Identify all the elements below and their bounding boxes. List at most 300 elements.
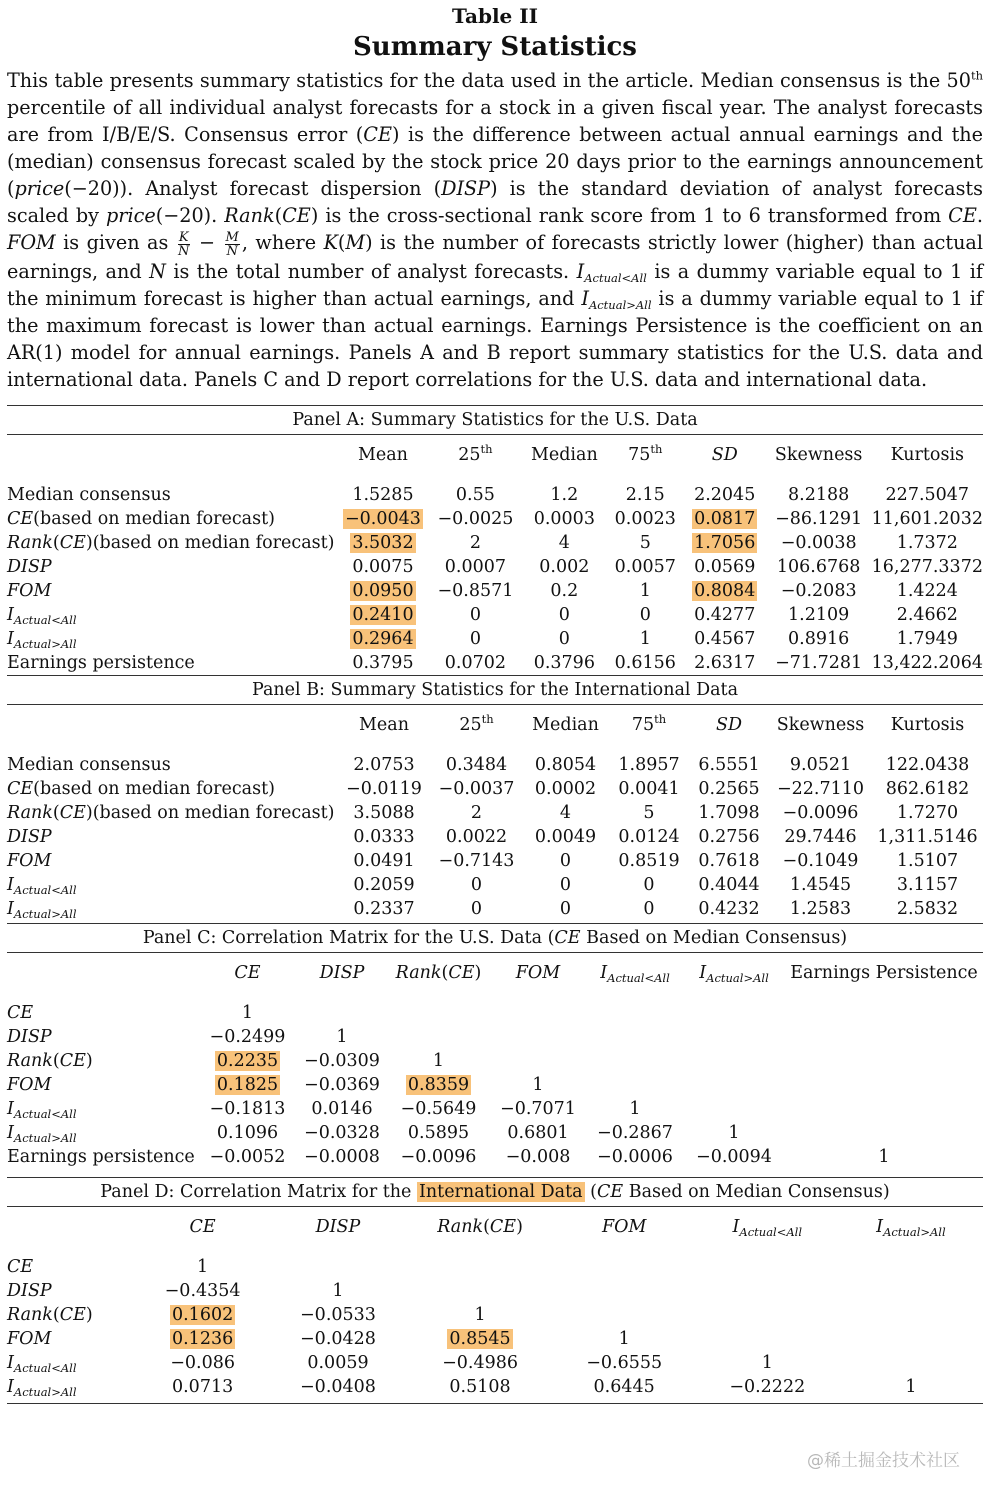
table-cell: −71.7281 <box>775 652 863 673</box>
panel-d-table <box>7 1207 983 1399</box>
table-cell: −0.2867 <box>597 1122 673 1143</box>
table-cell: 0.4277 <box>694 604 756 625</box>
table-row <box>7 555 983 579</box>
table-cell <box>388 1073 489 1097</box>
table-row <box>7 897 983 921</box>
table-cell: 2.5832 <box>896 898 959 919</box>
table-cell: 1 <box>432 1050 445 1071</box>
highlighted-value: 1.7056 <box>694 532 756 553</box>
highlighted-value: 0.1825 <box>216 1074 279 1095</box>
table-row <box>7 651 983 675</box>
table-cell: −0.0096 <box>400 1146 477 1167</box>
table-cell: 0 <box>470 898 483 919</box>
table-cell <box>337 603 429 627</box>
table-cell: −0.0533 <box>300 1304 376 1325</box>
highlighted-value: 0.8359 <box>407 1074 470 1095</box>
table-cell: 1.2109 <box>788 604 850 625</box>
row-label: $I_{Actual>All}$ <box>7 628 77 651</box>
table-cell: −0.8571 <box>437 580 514 601</box>
row-label: Earnings persistence <box>7 652 195 673</box>
table-cell: 122.0438 <box>885 754 970 775</box>
table-cell <box>839 1327 983 1351</box>
header-ce: CE <box>189 1216 216 1237</box>
table-cell: 29.7446 <box>784 826 857 847</box>
table-cell: 0 <box>643 898 655 919</box>
table-cell: 0.0023 <box>614 508 676 529</box>
header-earnings-persistence: Earnings Persistence <box>790 962 978 983</box>
header-i-actual-lt-all: $I_{Actual<All}$ <box>732 1216 803 1239</box>
table-cell: 9.0521 <box>789 754 852 775</box>
panel-a-header-row <box>7 435 983 475</box>
table-cell: 1 <box>639 580 651 601</box>
row-label: Median consensus <box>7 754 171 775</box>
table-cell: 0.55 <box>455 484 495 505</box>
table-cell: 2.2045 <box>694 484 756 505</box>
table-cell <box>137 1303 269 1327</box>
table-cell: 0 <box>558 604 570 625</box>
table-cell: 3.5088 <box>353 802 415 823</box>
table-cell <box>407 1327 552 1351</box>
header-median: Median <box>532 714 599 735</box>
header-fom: FOM <box>601 1216 647 1237</box>
table-cell: −0.086 <box>170 1352 235 1373</box>
highlighted-value: 0.2235 <box>216 1050 279 1071</box>
row-label: $I_{Actual<All}$ <box>7 1098 77 1121</box>
table-cell: −0.2222 <box>729 1376 806 1397</box>
header-sd: SD <box>715 714 743 735</box>
table-cell: 0.7618 <box>698 850 760 871</box>
table-row <box>7 1001 983 1025</box>
table-cell: 4 <box>559 802 572 823</box>
table-cell: 13,422.2064 <box>871 652 983 673</box>
panel-b-body <box>7 753 983 921</box>
table-cell: 0.4567 <box>694 628 756 649</box>
row-label: DISP <box>7 1280 52 1301</box>
table-cell: 862.6182 <box>885 778 970 799</box>
panel-a-table <box>7 435 983 675</box>
highlighted-value: 0.0950 <box>352 580 414 601</box>
row-label: FOM <box>7 850 52 871</box>
table-cell: 2 <box>470 802 483 823</box>
table-row <box>7 849 983 873</box>
table-cell <box>388 1025 489 1049</box>
table-cell <box>337 531 429 555</box>
highlighted-value: 0.2410 <box>352 604 414 625</box>
highlighted-value: 0.8545 <box>449 1328 511 1349</box>
highlighted-value: 0.0817 <box>694 508 756 529</box>
row-label: DISP <box>7 556 52 577</box>
table-cell: 1.8957 <box>618 754 680 775</box>
panel-b-title: Panel B: Summary Statistics for the International Data <box>251 679 739 700</box>
table-cell: −0.4986 <box>442 1352 518 1373</box>
paper-page <box>7 0 983 1404</box>
panel-d-title: Panel D: Correlation Matrix for the International Data (CE Based on Median Consensus) <box>100 1181 890 1202</box>
header-i-actual-gt-all: $I_{Actual>All}$ <box>699 962 769 985</box>
table-cell: −0.0006 <box>597 1146 673 1167</box>
table-cell: 0 <box>469 628 481 649</box>
table-cell: −0.0037 <box>438 778 515 799</box>
table-cell: −0.1049 <box>782 850 859 871</box>
table-cell: 106.6768 <box>776 556 861 577</box>
table-number: Table II <box>452 4 538 28</box>
row-label: Median consensus <box>7 484 171 505</box>
table-cell: 0.0491 <box>353 850 415 871</box>
table-cell: 0.002 <box>539 556 590 577</box>
table-cell: 0 <box>559 850 572 871</box>
header-disp: DISP <box>319 962 365 983</box>
table-cell: 0.0075 <box>352 556 414 577</box>
header-25th: 25th <box>458 441 493 465</box>
table-cell: 1 <box>761 1352 773 1373</box>
table-cell: 0.0057 <box>614 556 676 577</box>
table-cell: −0.0309 <box>304 1050 380 1071</box>
header-75th: 75th <box>631 711 667 735</box>
row-label: CE <box>7 1256 34 1277</box>
table-cell <box>839 1279 983 1303</box>
header-skewness: Skewness <box>776 714 865 735</box>
table-cell: 0.0569 <box>694 556 756 577</box>
table-cell: −0.0094 <box>696 1146 772 1167</box>
table-cell <box>683 1097 785 1121</box>
header-kurtosis: Kurtosis <box>890 444 965 465</box>
table-cell: −0.0008 <box>304 1146 380 1167</box>
table-cell: 4 <box>558 532 570 553</box>
table-cell <box>489 1001 587 1025</box>
table-cell: 1 <box>905 1376 917 1397</box>
row-label: $I_{Actual<All}$ <box>7 604 77 627</box>
table-cell: 0 <box>469 604 481 625</box>
table-cell: 1 <box>639 628 651 649</box>
table-cell <box>683 1073 785 1097</box>
row-label: Rank(CE)(based on median forecast) <box>7 532 335 553</box>
table-cell: 0.5108 <box>449 1376 511 1397</box>
table-cell: 0 <box>470 874 483 895</box>
table-cell <box>337 627 429 651</box>
table-cell: 2.4662 <box>896 604 958 625</box>
table-cell <box>199 1049 296 1073</box>
panel-c-body <box>7 1001 983 1169</box>
table-row <box>7 1121 983 1145</box>
table-cell: −0.0096 <box>782 802 859 823</box>
table-cell: 0.1096 <box>216 1122 279 1143</box>
table-row <box>7 1351 983 1375</box>
panel-c-title: Panel C: Correlation Matrix for the U.S. Data (CE Based on Median Consensus) <box>142 927 848 948</box>
row-label: Rank(CE)(based on median forecast) <box>7 802 335 823</box>
header-rank-ce: Rank(CE) <box>437 1216 523 1237</box>
header-75th: 75th <box>628 441 663 465</box>
table-cell <box>337 507 429 531</box>
table-cell: 0.2 <box>550 580 579 601</box>
table-cell: 0.4232 <box>698 898 760 919</box>
table-cell: 0.0702 <box>444 652 507 673</box>
table-cell: 0.0713 <box>171 1376 234 1397</box>
table-cell: 0.0022 <box>445 826 508 847</box>
table-cell: −0.6555 <box>586 1352 663 1373</box>
row-label: $I_{Actual>All}$ <box>7 898 77 921</box>
panel-b-table <box>7 705 983 921</box>
table-cell: 0.2059 <box>353 874 415 895</box>
table-cell: 0.0059 <box>307 1352 369 1373</box>
table-cell <box>839 1351 983 1375</box>
header-fom: FOM <box>515 962 561 983</box>
panel-a-body <box>7 483 983 675</box>
table-cell: 5 <box>643 802 655 823</box>
table-cell <box>199 1073 296 1097</box>
table-row <box>7 753 983 777</box>
table-row <box>7 531 983 555</box>
table-cell: 0.0002 <box>534 778 597 799</box>
table-cell <box>587 1001 683 1025</box>
table-cell: 0.0007 <box>444 556 507 577</box>
panel-d-header-row <box>7 1207 983 1247</box>
highlighted-value: 0.1236 <box>171 1328 234 1349</box>
fraction-m-over-n: $\frac{M}{N}$ <box>225 229 239 259</box>
table-row <box>7 1025 983 1049</box>
table-row <box>7 1375 983 1399</box>
table-cell: 1,311.5146 <box>877 826 978 847</box>
table-cell: −0.2499 <box>209 1026 286 1047</box>
row-label: Rank(CE) <box>7 1050 93 1071</box>
table-cell <box>785 1025 983 1049</box>
table-row <box>7 603 983 627</box>
header-disp: DISP <box>315 1216 361 1237</box>
table-title: Summary Statistics <box>353 32 637 62</box>
row-label: $I_{Actual>All}$ <box>7 1122 77 1145</box>
table-cell <box>785 1097 983 1121</box>
table-row <box>7 1327 983 1351</box>
table-cell: 0.8916 <box>788 628 850 649</box>
table-cell: −0.4354 <box>164 1280 241 1301</box>
table-cell <box>785 1001 983 1025</box>
highlighted-value: 0.1602 <box>171 1304 234 1325</box>
table-row <box>7 873 983 897</box>
row-label: $I_{Actual<All}$ <box>7 874 77 897</box>
table-caption: This table presents summary statistics for the data used in the article. Median consensus is the 50th percentile of all individual analyst forecasts for a stock in a given fiscal year. The analyst forecasts are from I/B/E/S. Consensus error (CE) is the difference between actual annual earnings and the (median) consensus forecast scaled by the stock price 20 days prior to the earnings announcement (price(−20)). Analyst forecast dispersion (DISP) is the standard deviation of analyst forecasts scaled by price(−20). Rank(CE) is the cross-sectional rank score from 1 to 6 transformed from CE. FOM is given as $\frac{K}{N}$ − $\frac{M}{N}$ , where K(M) is the number of forecasts strictly lower (higher) than actual earnings, and N is the total number of analyst forecasts. $I_{Actual<All}$ is a dummy variable equal to 1 if the minimum forecast is higher than actual earnings, and $I_{Actual>All}$ is a dummy variable equal to 1 if the maximum forecast is lower than actual earnings. Earnings Persistence is the coefficient on an AR(1) model for annual earnings. Panels A and B report summary statistics for the U.S. data and international data. Panels C and D report correlations for the U.S. data and international data. <box>7 68 984 391</box>
row-label: CE(based on median forecast) <box>7 778 275 799</box>
table-cell: 0.0124 <box>618 826 680 847</box>
table-cell <box>407 1255 552 1279</box>
table-cell <box>785 1049 983 1073</box>
table-cell <box>337 579 429 603</box>
header-i-actual-gt-all: $I_{Actual>All}$ <box>876 1216 946 1239</box>
table-cell: 2.0753 <box>353 754 415 775</box>
row-label: CE(based on median forecast) <box>7 508 275 529</box>
table-cell: 1.7949 <box>896 628 958 649</box>
row-label: Rank(CE) <box>7 1304 93 1325</box>
table-cell: 1 <box>532 1074 544 1095</box>
table-cell: 1 <box>728 1122 740 1143</box>
table-cell: 1 <box>241 1002 254 1023</box>
highlighted-value: 3.5032 <box>352 532 414 553</box>
table-cell <box>407 1279 552 1303</box>
table-row <box>7 1303 983 1327</box>
table-row <box>7 825 983 849</box>
table-row <box>7 579 983 603</box>
table-row <box>7 483 983 507</box>
table-cell: −86.1291 <box>775 508 863 529</box>
table-row <box>7 777 983 801</box>
header-mean: Mean <box>359 714 409 735</box>
table-cell: 0.2756 <box>698 826 760 847</box>
row-label: FOM <box>7 1328 52 1349</box>
table-cell <box>137 1327 269 1351</box>
table-cell: 1.2 <box>550 484 579 505</box>
table-cell <box>683 1001 785 1025</box>
table-cell: −0.7143 <box>438 850 515 871</box>
table-cell: 1.7270 <box>896 802 959 823</box>
table-cell: 1.2583 <box>789 898 852 919</box>
table-cell <box>683 1025 785 1049</box>
table-cell: −0.0408 <box>300 1376 376 1397</box>
table-cell: 1 <box>474 1304 486 1325</box>
table-cell <box>553 1255 696 1279</box>
table-cell <box>696 1279 839 1303</box>
table-row <box>7 1049 983 1073</box>
table-cell: 0.8519 <box>618 850 680 871</box>
header-25th: 25th <box>459 711 494 735</box>
table-cell: 0.0333 <box>353 826 415 847</box>
table-cell <box>587 1049 683 1073</box>
table-cell: 6.5551 <box>698 754 760 775</box>
table-row <box>7 627 983 651</box>
table-cell <box>684 507 766 531</box>
table-cell <box>268 1255 407 1279</box>
table-cell: 0 <box>559 898 572 919</box>
panel-b-header-row <box>7 705 983 745</box>
table-cell: 0.0003 <box>533 508 595 529</box>
table-cell: 2.6317 <box>694 652 756 673</box>
table-cell: 0.6801 <box>507 1122 569 1143</box>
table-cell: −0.0038 <box>780 532 857 553</box>
table-cell: −0.5649 <box>400 1098 477 1119</box>
table-cell: −0.0428 <box>300 1328 376 1349</box>
table-cell: 1.7372 <box>896 532 958 553</box>
table-cell: 0.2565 <box>698 778 760 799</box>
table-cell: 0.0049 <box>534 826 597 847</box>
table-cell: −0.0328 <box>304 1122 380 1143</box>
highlighted-international-data: International Data <box>418 1181 583 1202</box>
header-sd: SD <box>711 444 738 465</box>
table-cell: −22.7110 <box>776 778 865 799</box>
table-cell <box>388 1001 489 1025</box>
table-row <box>7 1279 983 1303</box>
table-cell: 1.7098 <box>698 802 760 823</box>
panel-d-body <box>7 1255 983 1399</box>
table-cell: 2 <box>469 532 481 553</box>
table-cell: −0.1813 <box>209 1098 286 1119</box>
table-cell: −0.0119 <box>346 778 422 799</box>
table-cell: −0.0369 <box>304 1074 380 1095</box>
highlighted-value: 0.8084 <box>694 580 756 601</box>
watermark: @稀土掘金技术社区 <box>807 1451 960 1471</box>
table-cell <box>684 579 766 603</box>
table-row <box>7 1097 983 1121</box>
row-label: Earnings persistence <box>7 1146 195 1167</box>
row-label: FOM <box>7 1074 52 1095</box>
table-cell: 0.8054 <box>534 754 597 775</box>
row-label: DISP <box>7 1026 52 1047</box>
table-cell <box>587 1073 683 1097</box>
table-cell <box>553 1279 696 1303</box>
table-cell: −0.7071 <box>500 1098 576 1119</box>
table-cell <box>839 1255 983 1279</box>
table-cell: 8.2188 <box>788 484 850 505</box>
table-row <box>7 1145 983 1169</box>
table-cell: −0.008 <box>505 1146 571 1167</box>
table-cell: 0.3796 <box>533 652 595 673</box>
header-median: Median <box>530 444 598 465</box>
table-cell <box>696 1303 839 1327</box>
header-kurtosis: Kurtosis <box>890 714 965 735</box>
table-cell: 16,277.3372 <box>871 556 983 577</box>
table-cell <box>587 1025 683 1049</box>
table-cell: 1.4224 <box>896 580 958 601</box>
row-label: $I_{Actual>All}$ <box>7 1376 77 1399</box>
table-cell: 0.3795 <box>352 652 414 673</box>
table-cell <box>683 1049 785 1073</box>
fraction-k-over-n: $\frac{K}{N}$ <box>177 229 190 259</box>
table-cell: 1 <box>197 1256 209 1277</box>
header-skewness: Skewness <box>774 444 863 465</box>
table-cell: −0.0052 <box>209 1146 286 1167</box>
table-cell: −0.0025 <box>437 508 514 529</box>
row-label: DISP <box>7 826 52 847</box>
header-rank-ce: Rank(CE) <box>395 962 482 983</box>
table-cell: 0.4044 <box>698 874 760 895</box>
table-cell: 1 <box>336 1026 348 1047</box>
header-mean: Mean <box>357 444 408 465</box>
header-ce: CE <box>234 962 261 983</box>
table-cell: 0 <box>639 604 651 625</box>
table-cell: 5 <box>639 532 651 553</box>
table-cell: 1.5107 <box>896 850 959 871</box>
table-cell: 1 <box>618 1328 630 1349</box>
table-cell: 2.15 <box>625 484 665 505</box>
table-cell <box>785 1073 983 1097</box>
table-cell <box>696 1327 839 1351</box>
table-row <box>7 507 983 531</box>
table-cell <box>839 1303 983 1327</box>
panel-c-header-row <box>7 953 983 993</box>
table-cell: 0.6156 <box>614 652 676 673</box>
table-cell: 227.5047 <box>885 484 970 505</box>
table-cell <box>489 1025 587 1049</box>
row-label: CE <box>7 1002 34 1023</box>
panel-a-title: Panel A: Summary Statistics for the U.S. Data <box>292 409 698 430</box>
table-cell: 1.5285 <box>352 484 414 505</box>
table-row <box>7 1255 983 1279</box>
table-cell: 0.6445 <box>593 1376 655 1397</box>
highlighted-value: −0.0043 <box>345 508 421 529</box>
table-cell: 0 <box>558 628 570 649</box>
row-label: $I_{Actual<All}$ <box>7 1352 77 1375</box>
table-cell: 0.0041 <box>618 778 680 799</box>
table-cell <box>553 1303 696 1327</box>
header-i-actual-lt-all: $I_{Actual<All}$ <box>600 962 670 985</box>
table-cell: 0.3484 <box>445 754 508 775</box>
table-cell: −0.2083 <box>780 580 857 601</box>
table-cell <box>696 1255 839 1279</box>
table-cell <box>296 1001 388 1025</box>
table-cell: 0.5895 <box>407 1122 470 1143</box>
table-cell: 1 <box>878 1146 890 1167</box>
table-cell: 0 <box>559 874 572 895</box>
table-cell: 1.4545 <box>789 874 852 895</box>
table-cell: 1 <box>332 1280 344 1301</box>
row-label: FOM <box>7 580 52 601</box>
table-cell: 3.1157 <box>896 874 959 895</box>
table-row <box>7 1073 983 1097</box>
